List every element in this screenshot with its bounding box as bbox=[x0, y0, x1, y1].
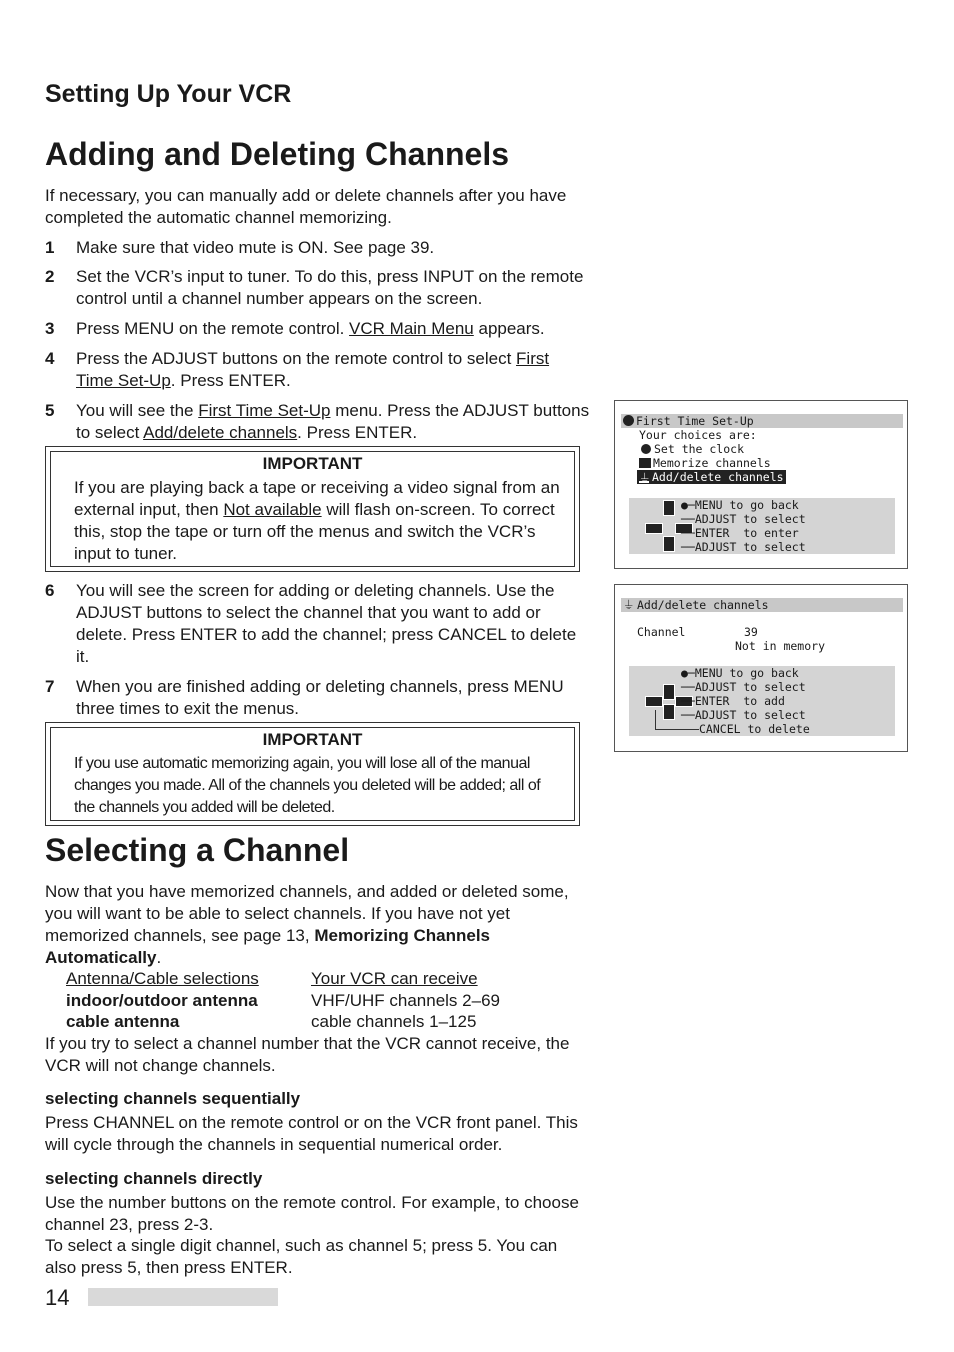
table-row-cable-value: cable channels 1–125 bbox=[311, 1012, 477, 1031]
intro-paragraph: If necessary, you can manually add or delete channels after you have completed the automatic channel memorizing. bbox=[45, 186, 567, 227]
select-intro: Now that you have memorized channels, and added or deleted some, you will want to be able to select channels. If you have not yet memorized channels, see page 13, Memorizing Channels Automatically. bbox=[45, 882, 569, 967]
subheading-directly: selecting channels directly bbox=[45, 1169, 263, 1188]
section-title: Setting Up Your VCR bbox=[45, 80, 292, 108]
step-5 bbox=[45, 400, 590, 444]
step-text: appears. bbox=[473, 319, 545, 338]
osd-help-line-3: ──ENTER to add bbox=[681, 694, 785, 708]
osd-help-panel bbox=[629, 498, 895, 554]
important-text: If you are playing back a tape or receiving a video signal from an external input, then Not available will flash on-screen. To correct this, stop the tape or turn off the menus and switch the VCR’s input to tuner. bbox=[74, 478, 560, 563]
osd-channel-status: Not in memory bbox=[735, 639, 826, 653]
osd-channel-value: 39 bbox=[744, 625, 758, 639]
step-6 bbox=[45, 580, 590, 668]
link-vcr-main-menu: VCR Main Menu bbox=[349, 319, 474, 338]
osd-help-line-1: ●─MENU to go back bbox=[681, 498, 799, 512]
osd-channel-label: Channel bbox=[637, 625, 686, 639]
step-text: Set the VCR’s input to tuner. To do this, press INPUT on the remote control until a channel number appears on the screen. bbox=[76, 267, 584, 308]
osd-title-bar: First Time Set-Up bbox=[621, 414, 903, 428]
clock-icon bbox=[641, 444, 651, 454]
important-text: If you use automatic memorizing again, you will lose all of the manual changes you made. All of the channels you deleted will be added; all of the channels you added will be deleted. bbox=[74, 755, 541, 816]
important-box-1 bbox=[45, 446, 580, 572]
antenna-icon: ⏚ bbox=[639, 471, 651, 485]
table-row-antenna-value: VHF/UHF channels 2–69 bbox=[311, 991, 500, 1010]
osd-help-line-3: ──ENTER to enter bbox=[681, 526, 799, 540]
heading-selecting-channel: Selecting a Channel bbox=[45, 832, 350, 868]
osd-screen-add-delete bbox=[614, 584, 908, 752]
step-number: 3 bbox=[45, 319, 55, 338]
step-number: 1 bbox=[45, 238, 55, 257]
after-table-text: If you try to select a channel number that the VCR cannot receive, the VCR will not change channels. bbox=[45, 1034, 570, 1075]
table-header-left: Antenna/Cable selections bbox=[66, 969, 259, 988]
table-row-cable-label: cable antenna bbox=[66, 1012, 180, 1031]
osd-help-line-2: ──ADJUST to select bbox=[681, 512, 806, 526]
important-title: IMPORTANT bbox=[262, 454, 363, 473]
step-number: 6 bbox=[45, 581, 55, 600]
osd-help-line-1: ●─MENU to go back bbox=[681, 666, 799, 680]
step-number: 2 bbox=[45, 267, 55, 286]
important-title: IMPORTANT bbox=[262, 730, 363, 749]
page-number: 14 bbox=[45, 1285, 70, 1310]
important-box-2 bbox=[45, 722, 580, 826]
step-text: You will see the screen for adding or deleting channels. Use the ADJUST buttons to select the channel that you want to add or delete. Press ENTER to add the channel; press CANCEL to delete it. bbox=[76, 581, 577, 666]
globe-icon bbox=[623, 415, 634, 426]
step-text: When you are finished adding or deleting channels, press MENU three times to exit the menus. bbox=[76, 677, 564, 718]
table-row-antenna-label: indoor/outdoor antenna bbox=[66, 991, 258, 1010]
link-first-time-setup: First Time Set-Up bbox=[198, 401, 331, 420]
heading-adding-deleting: Adding and Deleting Channels bbox=[45, 136, 510, 172]
step-text: Make sure that video mute is ON. See page 39. bbox=[76, 238, 435, 257]
step-text: Press MENU on the remote control. bbox=[76, 319, 350, 338]
subheading-sequential: selecting channels sequentially bbox=[45, 1089, 301, 1108]
sequential-text: Press CHANNEL on the remote control or on the VCR front panel. This will cycle through the channels in sequential numerical order. bbox=[45, 1113, 578, 1154]
step-1 bbox=[45, 237, 590, 259]
memorizing-channels-ref: Memorizing Channels Automatically bbox=[45, 926, 491, 967]
table-header-right: Your VCR can receive bbox=[311, 969, 478, 988]
step-text: You will see the bbox=[76, 401, 199, 420]
osd-item-set-clock: Set the clock bbox=[641, 442, 744, 456]
osd-screen-first-time-setup bbox=[614, 400, 908, 569]
antenna-icon: ⏚ bbox=[623, 598, 635, 612]
directly-text-2: To select a single digit channel, such as channel 5; press 5. You can also press 5, then press ENTER. bbox=[45, 1236, 558, 1277]
osd-help-line-4: ──ADJUST to select bbox=[681, 540, 806, 554]
osd-subtitle: Your choices are: bbox=[639, 428, 757, 442]
step-text: Press the ADJUST buttons on the remote control to select bbox=[76, 349, 517, 368]
directly-text-1: Use the number buttons on the remote control. For example, to choose channel 23, press 2-3. bbox=[45, 1193, 579, 1234]
osd-help-line-4: ──ADJUST to select bbox=[681, 708, 806, 722]
step-4 bbox=[45, 348, 590, 392]
not-available-text: Not available bbox=[223, 500, 322, 519]
step-7 bbox=[45, 676, 590, 720]
step-number: 7 bbox=[45, 677, 55, 696]
footer-bar bbox=[88, 1288, 278, 1306]
osd-help-line-2: ──ADJUST to select bbox=[681, 680, 806, 694]
osd-help-panel bbox=[629, 666, 895, 736]
step-text: . Press ENTER. bbox=[297, 423, 418, 442]
osd-help-line-5: CANCEL to delete bbox=[699, 722, 810, 736]
step-text: . Press ENTER. bbox=[170, 371, 291, 390]
step-3 bbox=[45, 318, 590, 340]
step-number: 5 bbox=[45, 401, 55, 420]
osd-item-add-delete-selected: ⏚ Add/delete channels bbox=[639, 470, 784, 485]
step-number: 4 bbox=[45, 349, 55, 368]
link-add-delete-channels: Add/delete channels bbox=[143, 423, 298, 442]
antenna-tv-icon bbox=[639, 458, 651, 468]
step-2 bbox=[45, 266, 590, 310]
link-first-time-setup: First Time Set-Up bbox=[76, 349, 550, 390]
osd-title-bar: ⏚ Add/delete channels bbox=[621, 598, 903, 612]
step-text: menu. Press the ADJUST buttons to select bbox=[76, 401, 590, 442]
osd-item-memorize: Memorize channels bbox=[639, 456, 771, 470]
